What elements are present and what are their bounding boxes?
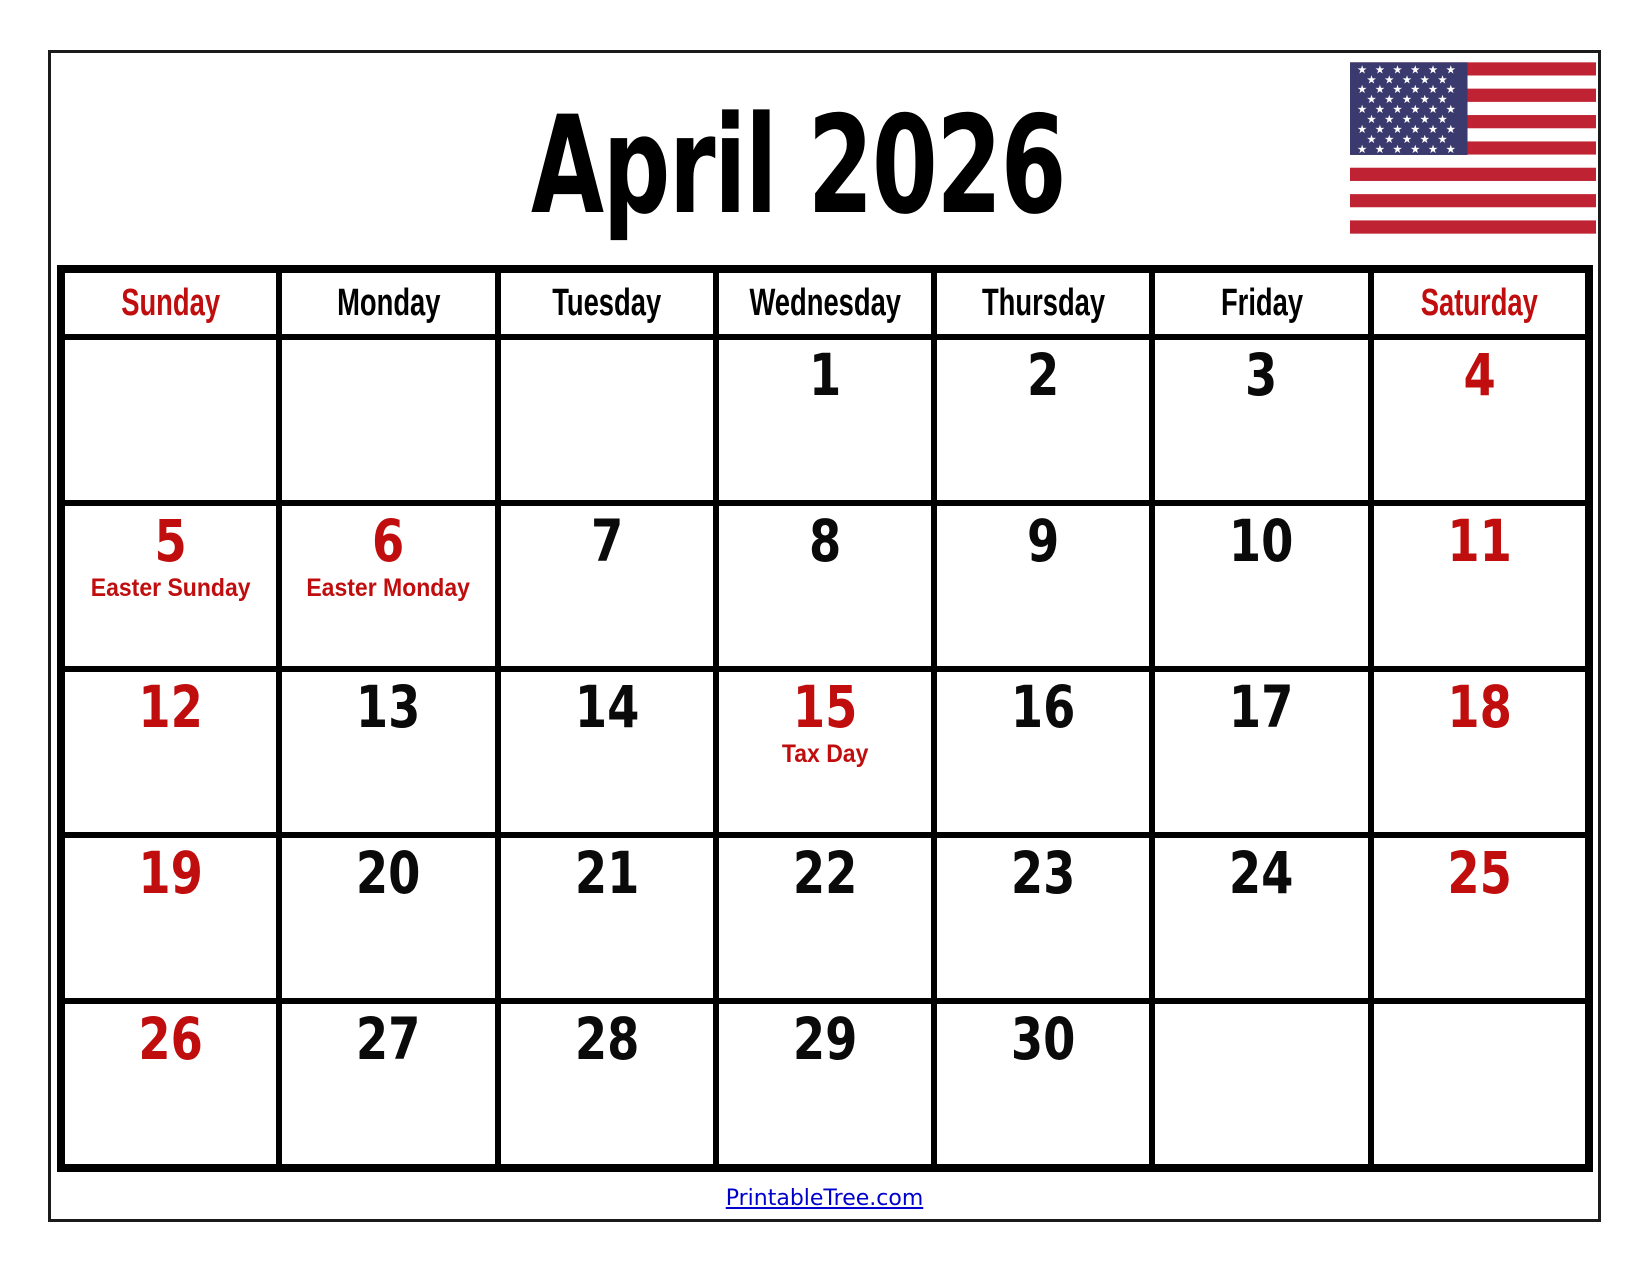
weekday-header-saturday: Saturday bbox=[1371, 269, 1589, 337]
svg-text:★★★★★: ★★★★★ bbox=[1366, 72, 1456, 87]
svg-text:★★★★★★: ★★★★★★ bbox=[1356, 122, 1464, 137]
week-row bbox=[61, 337, 1589, 503]
weekday-header-tuesday: Tuesday bbox=[498, 269, 716, 337]
page-title: April 2026 bbox=[530, 87, 1066, 244]
day-cell bbox=[1371, 669, 1589, 835]
printabletree-link[interactable]: PrintableTree.com bbox=[725, 1186, 924, 1211]
day-cell bbox=[279, 503, 497, 669]
day-cell bbox=[716, 1001, 934, 1168]
day-number: 13 bbox=[356, 673, 421, 741]
day-cell bbox=[716, 835, 934, 1001]
day-cell bbox=[934, 835, 1152, 1001]
day-cell bbox=[61, 669, 279, 835]
day-cell bbox=[279, 835, 497, 1001]
day-cell bbox=[1152, 835, 1370, 1001]
day-number: 4 bbox=[1463, 341, 1496, 409]
week-row bbox=[61, 669, 1589, 835]
day-number: 15 bbox=[792, 673, 858, 741]
day-cell bbox=[279, 669, 497, 835]
day-cell bbox=[498, 1001, 716, 1168]
day-number: 23 bbox=[1010, 839, 1076, 907]
day-cell bbox=[1371, 1001, 1589, 1168]
day-cell bbox=[498, 835, 716, 1001]
day-number: 10 bbox=[1229, 507, 1294, 575]
day-cell bbox=[61, 1001, 279, 1168]
day-cell bbox=[1371, 337, 1589, 503]
svg-text:★★★★★: ★★★★★ bbox=[1366, 112, 1456, 127]
day-cell bbox=[1152, 669, 1370, 835]
weekday-header-thursday: Thursday bbox=[934, 269, 1152, 337]
weekday-header-monday: Monday bbox=[279, 269, 497, 337]
day-number: 24 bbox=[1229, 839, 1294, 907]
day-number: 29 bbox=[792, 1005, 858, 1073]
day-number: 18 bbox=[1447, 673, 1512, 741]
day-number: 14 bbox=[574, 673, 639, 741]
day-cell bbox=[498, 503, 716, 669]
day-cell bbox=[1152, 337, 1370, 503]
footer bbox=[48, 1186, 1601, 1211]
weekday-header-sunday: Sunday bbox=[61, 269, 279, 337]
us-flag-icon bbox=[1350, 62, 1596, 234]
week-row bbox=[61, 503, 1589, 669]
day-number: 25 bbox=[1447, 839, 1512, 907]
week-row bbox=[61, 1001, 1589, 1168]
day-cell bbox=[716, 337, 934, 503]
day-number: 21 bbox=[574, 839, 639, 907]
day-cell bbox=[1371, 503, 1589, 669]
day-number: 16 bbox=[1010, 673, 1076, 741]
day-number: 26 bbox=[138, 1005, 203, 1073]
day-number: 7 bbox=[590, 507, 623, 575]
day-number: 2 bbox=[1027, 341, 1060, 409]
svg-text:★★★★★★: ★★★★★★ bbox=[1356, 62, 1464, 77]
day-cell bbox=[61, 835, 279, 1001]
holiday-label: Easter Monday bbox=[306, 573, 471, 602]
day-number: 28 bbox=[574, 1005, 639, 1073]
day-number: 20 bbox=[356, 839, 421, 907]
svg-text:★★★★★★: ★★★★★★ bbox=[1356, 102, 1464, 117]
day-cell bbox=[498, 669, 716, 835]
day-number: 19 bbox=[138, 839, 203, 907]
day-number: 6 bbox=[372, 507, 405, 575]
day-number: 9 bbox=[1027, 507, 1060, 575]
day-number: 30 bbox=[1010, 1005, 1076, 1073]
day-cell bbox=[934, 503, 1152, 669]
day-cell bbox=[1152, 1001, 1370, 1168]
day-cell bbox=[934, 669, 1152, 835]
day-number: 17 bbox=[1229, 673, 1294, 741]
svg-text:★★★★★★: ★★★★★★ bbox=[1356, 141, 1464, 156]
day-cell bbox=[498, 337, 716, 503]
day-cell bbox=[716, 503, 934, 669]
svg-text:★★★★★: ★★★★★ bbox=[1366, 132, 1456, 147]
svg-text:★★★★★: ★★★★★ bbox=[1366, 92, 1456, 107]
day-number: 11 bbox=[1447, 507, 1512, 575]
weekday-header-row bbox=[61, 269, 1589, 337]
day-cell bbox=[934, 337, 1152, 503]
holiday-label: Easter Sunday bbox=[90, 573, 251, 602]
day-number: 12 bbox=[138, 673, 203, 741]
day-cell bbox=[279, 1001, 497, 1168]
day-cell bbox=[1371, 835, 1589, 1001]
day-cell bbox=[61, 337, 279, 503]
day-cell bbox=[279, 337, 497, 503]
calendar-grid bbox=[57, 265, 1593, 1172]
day-number: 3 bbox=[1245, 341, 1278, 409]
day-number: 8 bbox=[808, 507, 842, 575]
day-number: 27 bbox=[356, 1005, 421, 1073]
week-row bbox=[61, 835, 1589, 1001]
holiday-label: Tax Day bbox=[781, 739, 869, 768]
day-cell bbox=[716, 669, 934, 835]
day-number: 5 bbox=[154, 507, 187, 575]
weekday-header-wednesday: Wednesday bbox=[716, 269, 934, 337]
day-cell bbox=[1152, 503, 1370, 669]
day-number: 1 bbox=[808, 341, 842, 409]
weekday-header-friday: Friday bbox=[1152, 269, 1370, 337]
day-number: 22 bbox=[792, 839, 858, 907]
svg-text:★★★★★★: ★★★★★★ bbox=[1356, 82, 1464, 97]
day-cell bbox=[61, 503, 279, 669]
day-cell bbox=[934, 1001, 1152, 1168]
